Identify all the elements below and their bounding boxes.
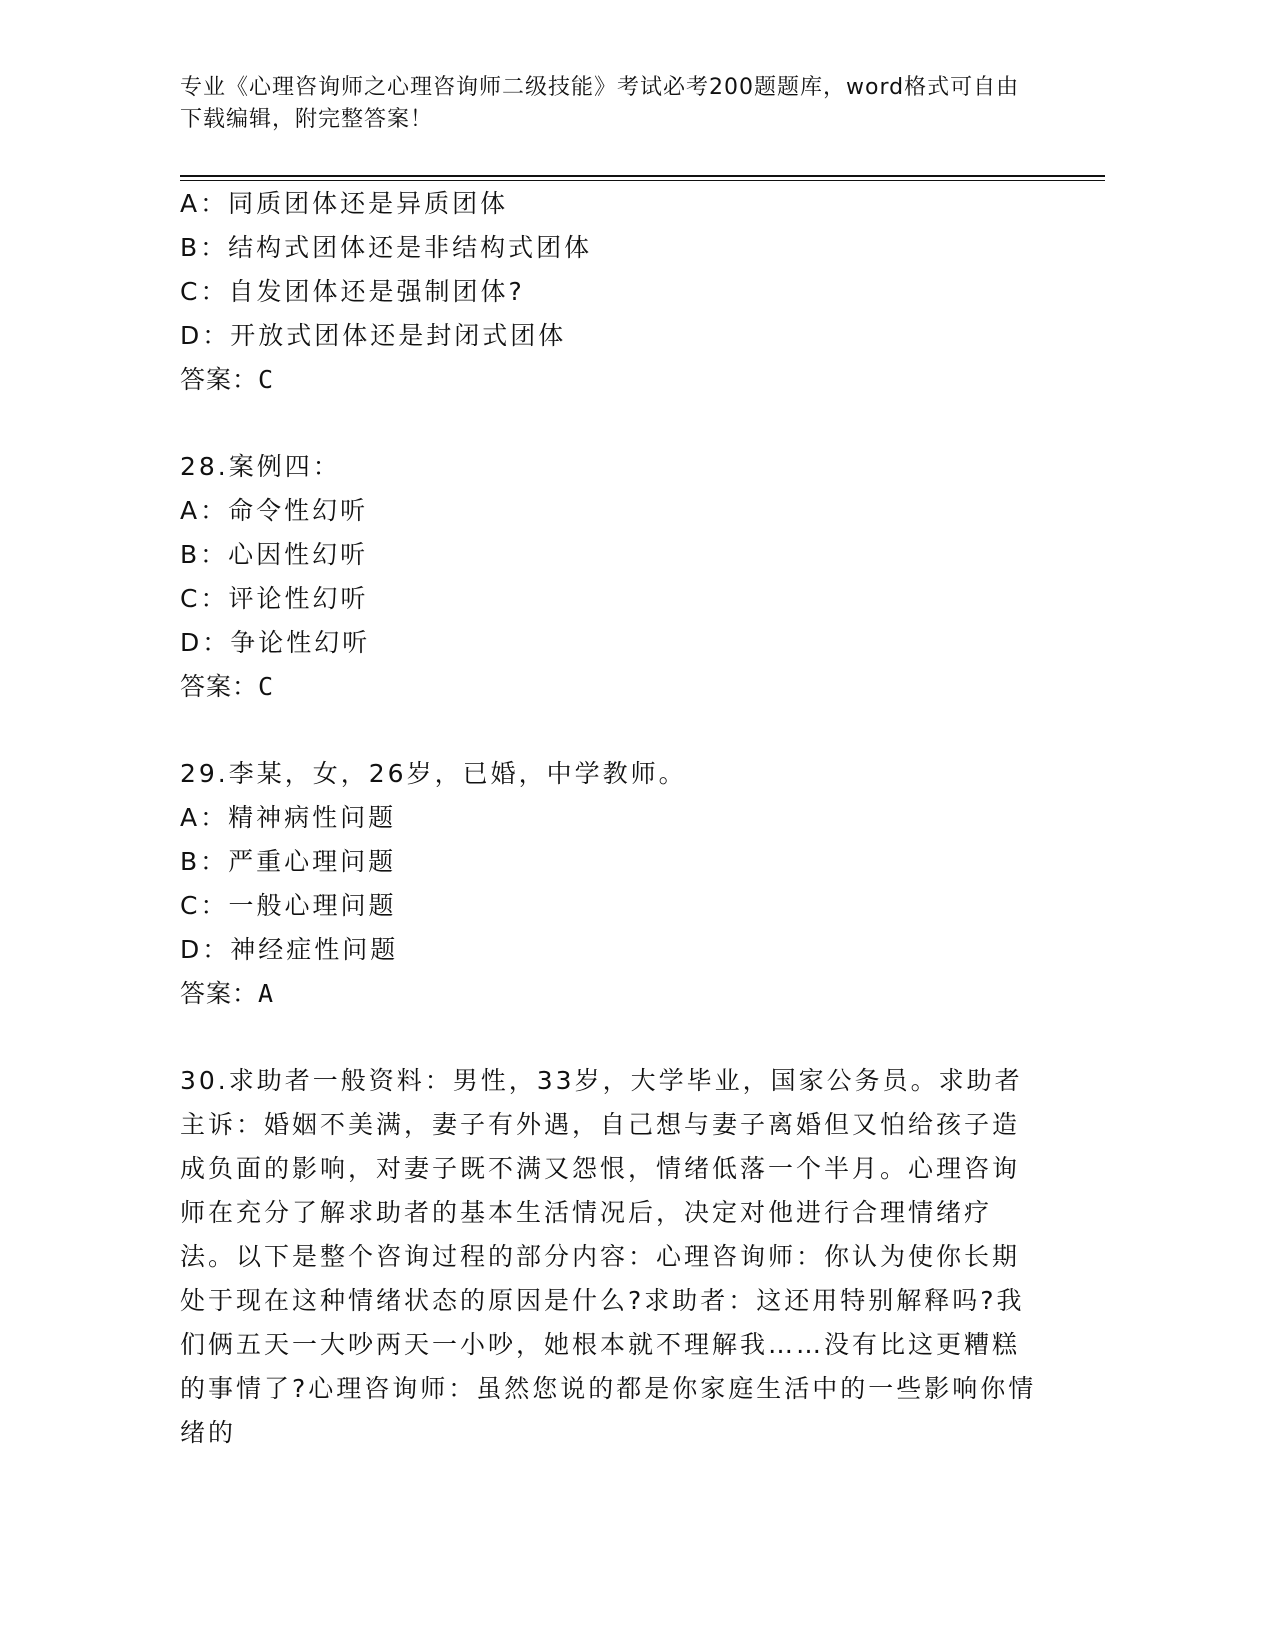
question-stem: 29.李某，女，26岁，已婚，中学教师。 (180, 759, 687, 788)
header-divider-thin (180, 180, 1105, 181)
question-30 (180, 1059, 1040, 1455)
question-29 (180, 752, 1040, 1016)
answer-line: 答案：C (180, 365, 275, 394)
question-stem: 28.案例四： (180, 452, 341, 481)
option-c: C：评论性幻听 (180, 584, 369, 613)
answer-line: 答案：A (180, 979, 275, 1008)
answer-line: 答案：C (180, 672, 275, 701)
option-b: B：心因性幻听 (180, 540, 369, 569)
option-a: A：精神病性问题 (180, 803, 397, 832)
option-c: C：自发团体还是强制团体? (180, 277, 525, 306)
question-stem: 30.求助者一般资料：男性，33岁，大学毕业，国家公务员。求助者主诉：婚姻不美满，妻子有外遇，自己想与妻子离婚但又怕给孩子造成负面的影响，对妻子既不满又怨恨，情绪低落一个半月。心理咨询师在充分了解求助者的基本生活情况后，决定对他进行合理情绪疗法。以下是整个咨询过程的部分内容：心理咨询师：你认为使你长期处于现在这种情绪状态的原因是什么?求助者：这还用特别解释吗?我们俩五天一大吵两天一小吵，她根本就不理解我……没有比这更糟糕的事情了?心理咨询师：虽然您说的都是你家庭生活中的一些影响你情绪的 (180, 1066, 1037, 1447)
question-28 (180, 445, 1040, 709)
option-a: A：命令性幻听 (180, 496, 369, 525)
option-d: D：争论性幻听 (180, 628, 371, 657)
option-c: C：一般心理问题 (180, 891, 397, 920)
option-a: A：同质团体还是异质团体 (180, 189, 509, 218)
question-27 (180, 182, 1040, 402)
question-list (180, 182, 1040, 1455)
option-b: B：严重心理问题 (180, 847, 397, 876)
option-b: B：结构式团体还是非结构式团体 (180, 233, 593, 262)
header-divider-thick (180, 175, 1105, 177)
document-header: 专业《心理咨询师之心理咨询师二级技能》考试必考200题题库，word格式可自由下载编辑，附完整答案！ (180, 75, 1020, 132)
option-d: D：开放式团体还是封闭式团体 (180, 321, 567, 350)
option-d: D：神经症性问题 (180, 935, 399, 964)
